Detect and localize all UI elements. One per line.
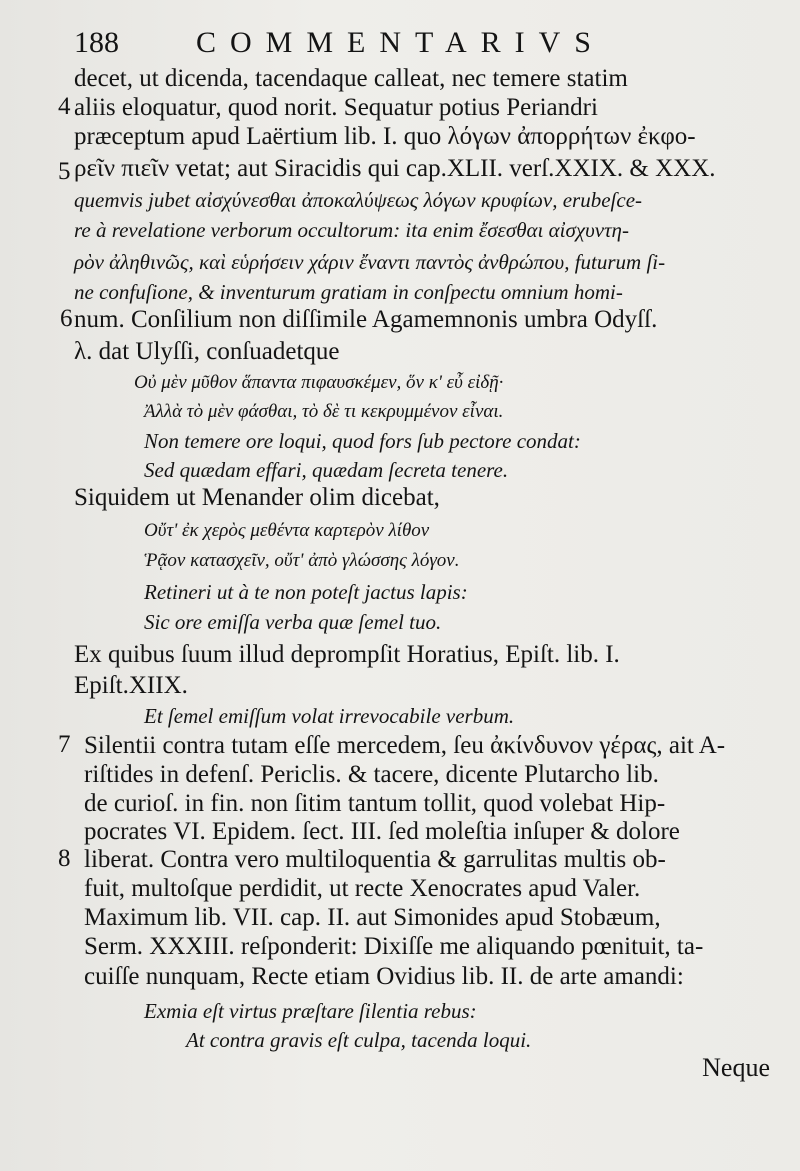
text-line: Epiſt.XIIX. (74, 672, 188, 699)
margin-number: 7 (58, 731, 71, 758)
text-line: Siquidem ut Menander olim dicebat, (74, 484, 440, 511)
verse-line: Et ſemel emiſſum volat irrevocabile verbum. (144, 704, 515, 728)
text-line: ρὸν ἀληθινῶς, καὶ εὑρήσειν χάριν ἔναντι παντὸς ἀνθρώπου, futurum ſi- (74, 250, 666, 274)
text-line: liberat. Contra vero multiloquentia & garrulitas multis ob- (84, 846, 666, 873)
verse-line: Sic ore emiſſa verba quæ ſemel tuo. (144, 610, 442, 634)
text-line: Ex quibus ſuum illud deprompſit Horatius, Epiſt. lib. I. (74, 641, 620, 668)
text-line: Silentii contra tutam eſſe mercedem, ſeu ἀκίνδυνον γέρας, ait A- (84, 732, 726, 759)
text-line: num. Conſilium non diſſimile Agamemnonis umbra Odyſſ. (74, 306, 658, 333)
text-line: præceptum apud Laërtium lib. I. quo λόγων ἀπορρήτων ἐκφο- (74, 123, 696, 150)
page-header (74, 26, 774, 66)
text-line: re à revelatione verborum occultorum: ita enim ἔσεσθαι αἰσχυντη- (74, 218, 629, 242)
text-line: ne confuſione, & inventurum gratiam in conſpectu omnium homi- (74, 280, 623, 304)
running-title: COMMENTARIVS (196, 26, 605, 59)
verse-line: Exmia eſt virtus præſtare ſilentia rebus: (144, 999, 477, 1023)
text-line: cuiſſe nunquam, Recte etiam Ovidius lib. II. de arte amandi: (84, 963, 684, 990)
margin-number: 5 (58, 158, 71, 185)
margin-number: 6 (60, 305, 73, 332)
margin-number: 8 (58, 845, 71, 872)
verse-line: Retineri ut à te non poteſt jactus lapis: (144, 580, 468, 604)
text-line: pocrates VI. Epidem. ſect. III. ſed moleſtia inſuper & dolore (84, 818, 680, 845)
text-line: Maximum lib. VII. cap. II. aut Simonides apud Stobæum, (84, 904, 661, 931)
verse-line: At contra gravis eſt culpa, tacenda loqui. (186, 1028, 532, 1052)
text-line: fuit, multoſque perdidit, ut recte Xenocrates apud Valer. (84, 875, 641, 902)
text-line: ρεῖν πιεῖν vetat; aut Siracidis qui cap.XLII. verſ.XXIX. & XXX. (74, 155, 716, 182)
page-number: 188 (74, 26, 119, 59)
margin-number: 4 (58, 93, 71, 120)
text-line: quemvis jubet αἰσχύνεσθαι ἀποκαλύψεως λόγων κρυφίων, erubeſce- (74, 188, 643, 212)
verse-line: Ἀλλὰ τὸ μὲν φάσθαι, τὸ δὲ τι κεκρυμμένον εἶναι. (144, 401, 504, 422)
text-line: aliis eloquatur, quod norit. Sequatur potius Periandri (74, 94, 598, 121)
verse-line: Οὔτ' ἐκ χερὸς μεθέντα καρτερὸν λίθον (144, 520, 430, 541)
catchword: Neque (702, 1053, 770, 1082)
text-line: de curioſ. in fin. non ſitim tantum tollit, quod volebat Hip- (84, 790, 666, 817)
text-line: Serm. XXXIII. reſponderit: Dixiſſe me aliquando pœnituit, ta- (84, 933, 704, 960)
text-line: λ. dat Ulyſſi, conſuadetque (74, 338, 340, 365)
verse-line: Οὐ μὲν μῦθον ἅπαντα πιφαυσκέμεν, ὅν κ' εὖ εἰδῇ· (134, 372, 504, 393)
verse-line: Non temere ore loqui, quod fors ſub pectore condat: (144, 429, 581, 453)
text-line: riſtides in defenſ. Periclis. & tacere, dicente Plutarcho lib. (84, 761, 659, 788)
verse-line: Sed quædam effari, quædam ſecreta tenere. (144, 458, 509, 482)
verse-line: Ῥᾷον κατασχεῖν, οὔτ' ἀπὸ γλώσσης λόγον. (144, 550, 460, 571)
text-line: decet, ut dicenda, tacendaque calleat, nec temere statim (74, 65, 628, 92)
